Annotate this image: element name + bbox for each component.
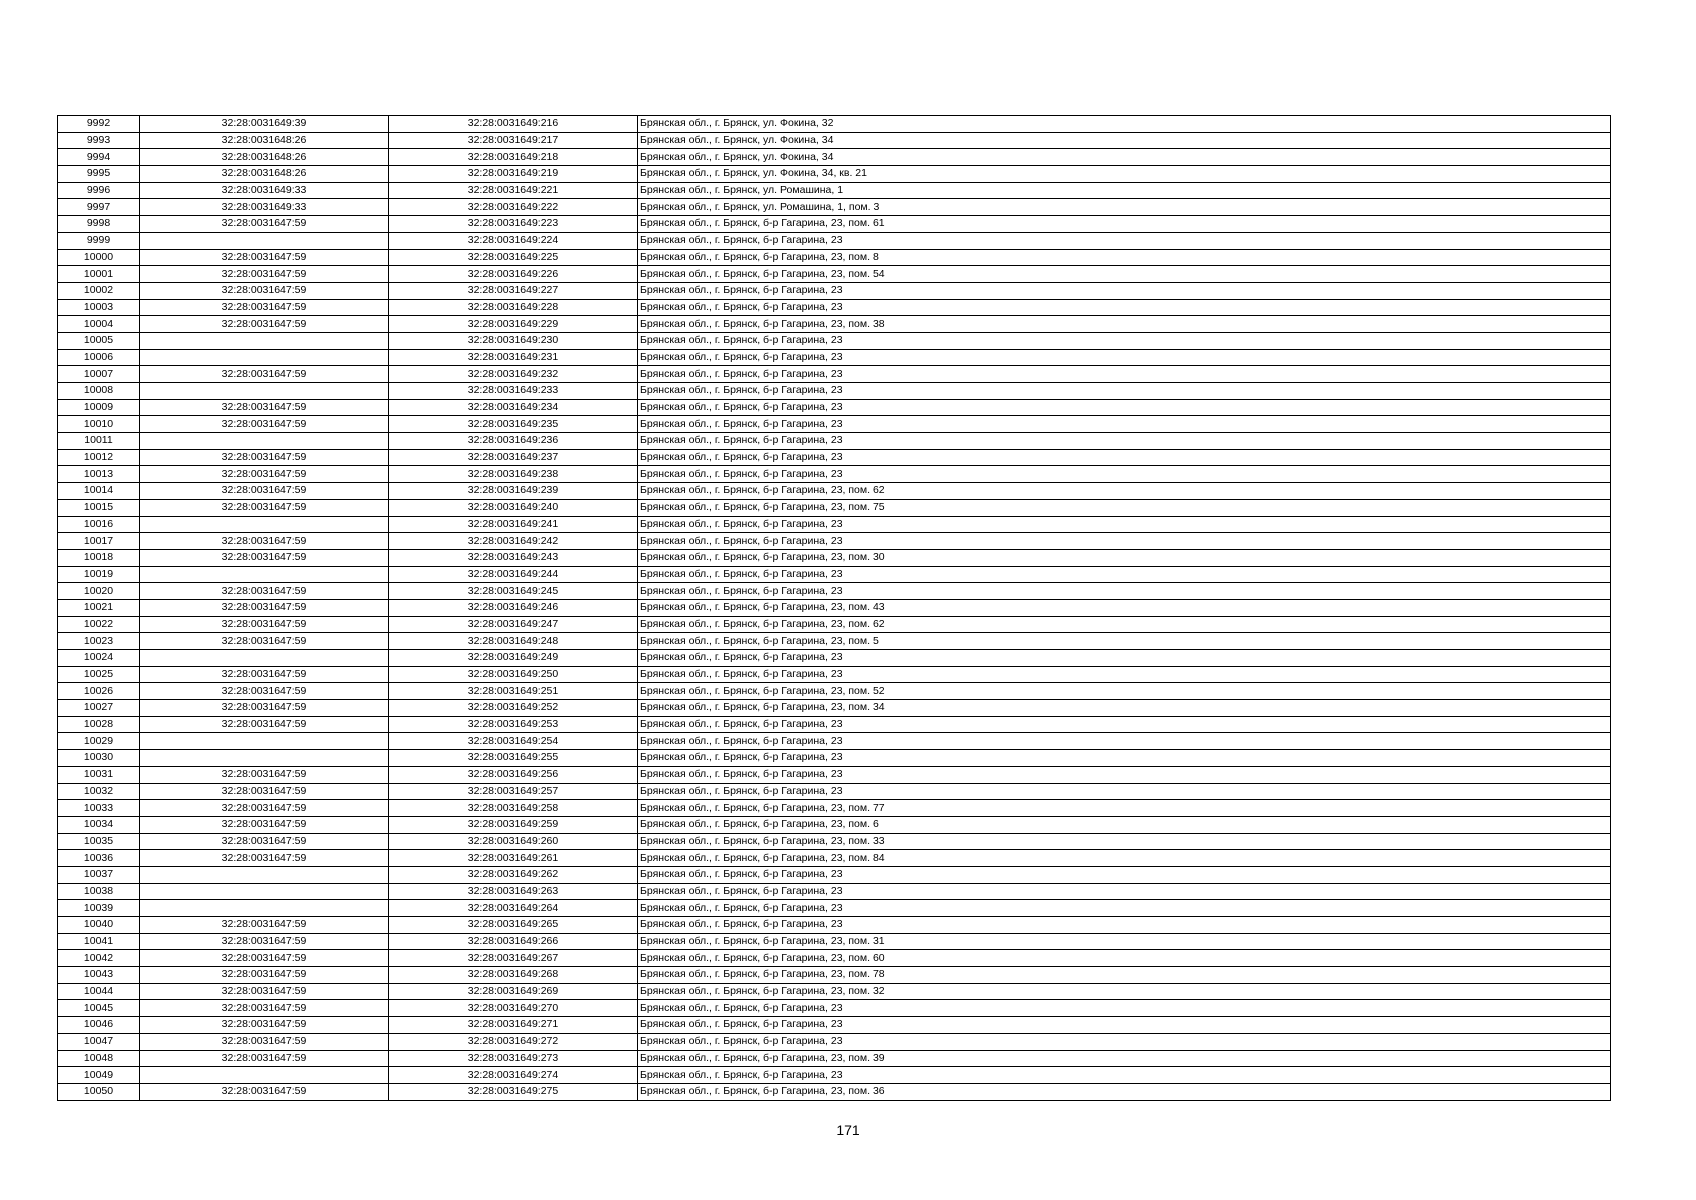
cadastral-number-cell: 32:28:0031649:236	[389, 433, 638, 450]
parent-cadastral-cell	[140, 866, 389, 883]
address-cell: Брянская обл., г. Брянск, б-р Гагарина, 23, пом. 54	[638, 266, 1611, 283]
parent-cadastral-cell: 32:28:0031647:59	[140, 583, 389, 600]
registry-table-body	[58, 116, 1611, 1101]
table-row	[58, 967, 1611, 984]
parent-cadastral-cell: 32:28:0031647:59	[140, 666, 389, 683]
address-cell: Брянская обл., г. Брянск, б-р Гагарина, 23	[638, 383, 1611, 400]
cadastral-number-cell: 32:28:0031649:242	[389, 533, 638, 550]
cadastral-number-cell: 32:28:0031649:226	[389, 266, 638, 283]
parent-cadastral-cell: 32:28:0031647:59	[140, 816, 389, 833]
address-cell: Брянская обл., г. Брянск, ул. Ромашина, 1	[638, 182, 1611, 199]
parent-cadastral-cell: 32:28:0031649:33	[140, 182, 389, 199]
row-number-cell: 9999	[58, 232, 140, 249]
table-row	[58, 900, 1611, 917]
cadastral-number-cell: 32:28:0031649:231	[389, 349, 638, 366]
parent-cadastral-cell: 32:28:0031647:59	[140, 533, 389, 550]
row-number-cell: 10004	[58, 316, 140, 333]
table-row	[58, 850, 1611, 867]
table-row	[58, 616, 1611, 633]
parent-cadastral-cell	[140, 733, 389, 750]
cadastral-number-cell: 32:28:0031649:225	[389, 249, 638, 266]
row-number-cell: 10023	[58, 633, 140, 650]
address-cell: Брянская обл., г. Брянск, б-р Гагарина, 23, пом. 33	[638, 833, 1611, 850]
parent-cadastral-cell: 32:28:0031647:59	[140, 316, 389, 333]
address-cell: Брянская обл., г. Брянск, б-р Гагарина, 23	[638, 583, 1611, 600]
row-number-cell: 10037	[58, 866, 140, 883]
table-row	[58, 750, 1611, 767]
parent-cadastral-cell	[140, 566, 389, 583]
table-row	[58, 816, 1611, 833]
cadastral-number-cell: 32:28:0031649:219	[389, 166, 638, 183]
parent-cadastral-cell: 32:28:0031648:26	[140, 149, 389, 166]
cadastral-number-cell: 32:28:0031649:251	[389, 683, 638, 700]
cadastral-number-cell: 32:28:0031649:272	[389, 1033, 638, 1050]
cadastral-number-cell: 32:28:0031649:270	[389, 1000, 638, 1017]
parent-cadastral-cell	[140, 750, 389, 767]
table-row	[58, 132, 1611, 149]
parent-cadastral-cell: 32:28:0031647:59	[140, 1017, 389, 1034]
address-cell: Брянская обл., г. Брянск, б-р Гагарина, 23, пом. 78	[638, 967, 1611, 984]
address-cell: Брянская обл., г. Брянск, б-р Гагарина, 23	[638, 783, 1611, 800]
address-cell: Брянская обл., г. Брянск, б-р Гагарина, 23	[638, 232, 1611, 249]
cadastral-number-cell: 32:28:0031649:264	[389, 900, 638, 917]
cadastral-number-cell: 32:28:0031649:216	[389, 116, 638, 133]
cadastral-number-cell: 32:28:0031649:240	[389, 499, 638, 516]
table-row	[58, 549, 1611, 566]
parent-cadastral-cell: 32:28:0031647:59	[140, 499, 389, 516]
parent-cadastral-cell: 32:28:0031647:59	[140, 483, 389, 500]
parent-cadastral-cell: 32:28:0031647:59	[140, 366, 389, 383]
parent-cadastral-cell	[140, 332, 389, 349]
cadastral-number-cell: 32:28:0031649:257	[389, 783, 638, 800]
row-number-cell: 10032	[58, 783, 140, 800]
address-cell: Брянская обл., г. Брянск, б-р Гагарина, 23, пом. 30	[638, 549, 1611, 566]
table-row	[58, 1033, 1611, 1050]
address-cell: Брянская обл., г. Брянск, б-р Гагарина, 23	[638, 433, 1611, 450]
address-cell: Брянская обл., г. Брянск, б-р Гагарина, 23, пом. 32	[638, 983, 1611, 1000]
cadastral-number-cell: 32:28:0031649:223	[389, 216, 638, 233]
table-row	[58, 383, 1611, 400]
address-cell: Брянская обл., г. Брянск, б-р Гагарина, 23, пом. 62	[638, 616, 1611, 633]
table-row	[58, 483, 1611, 500]
row-number-cell: 10008	[58, 383, 140, 400]
table-row	[58, 499, 1611, 516]
cadastral-number-cell: 32:28:0031649:234	[389, 399, 638, 416]
address-cell: Брянская обл., г. Брянск, б-р Гагарина, 23	[638, 416, 1611, 433]
cadastral-number-cell: 32:28:0031649:269	[389, 983, 638, 1000]
address-cell: Брянская обл., г. Брянск, б-р Гагарина, 23, пом. 39	[638, 1050, 1611, 1067]
table-row	[58, 516, 1611, 533]
table-row	[58, 833, 1611, 850]
parent-cadastral-cell: 32:28:0031647:59	[140, 833, 389, 850]
table-row	[58, 733, 1611, 750]
row-number-cell: 9998	[58, 216, 140, 233]
table-row	[58, 216, 1611, 233]
row-number-cell: 10007	[58, 366, 140, 383]
table-row	[58, 983, 1611, 1000]
row-number-cell: 10000	[58, 249, 140, 266]
address-cell: Брянская обл., г. Брянск, б-р Гагарина, 23	[638, 650, 1611, 667]
parent-cadastral-cell: 32:28:0031649:33	[140, 199, 389, 216]
row-number-cell: 10049	[58, 1067, 140, 1084]
row-number-cell: 10015	[58, 499, 140, 516]
row-number-cell: 9993	[58, 132, 140, 149]
cadastral-number-cell: 32:28:0031649:232	[389, 366, 638, 383]
row-number-cell: 9992	[58, 116, 140, 133]
parent-cadastral-cell: 32:28:0031647:59	[140, 766, 389, 783]
parent-cadastral-cell: 32:28:0031647:59	[140, 1050, 389, 1067]
row-number-cell: 10036	[58, 850, 140, 867]
row-number-cell: 10005	[58, 332, 140, 349]
row-number-cell: 10012	[58, 449, 140, 466]
table-row	[58, 466, 1611, 483]
cadastral-number-cell: 32:28:0031649:238	[389, 466, 638, 483]
cadastral-number-cell: 32:28:0031649:274	[389, 1067, 638, 1084]
table-row	[58, 883, 1611, 900]
row-number-cell: 10026	[58, 683, 140, 700]
row-number-cell: 10035	[58, 833, 140, 850]
table-row	[58, 1050, 1611, 1067]
cadastral-number-cell: 32:28:0031649:263	[389, 883, 638, 900]
parent-cadastral-cell: 32:28:0031649:39	[140, 116, 389, 133]
row-number-cell: 10034	[58, 816, 140, 833]
row-number-cell: 10045	[58, 1000, 140, 1017]
cadastral-number-cell: 32:28:0031649:256	[389, 766, 638, 783]
address-cell: Брянская обл., г. Брянск, б-р Гагарина, 23	[638, 566, 1611, 583]
table-row	[58, 700, 1611, 717]
row-number-cell: 10042	[58, 950, 140, 967]
parent-cadastral-cell: 32:28:0031647:59	[140, 683, 389, 700]
table-row	[58, 316, 1611, 333]
parent-cadastral-cell	[140, 433, 389, 450]
parent-cadastral-cell: 32:28:0031647:59	[140, 950, 389, 967]
parent-cadastral-cell: 32:28:0031647:59	[140, 1033, 389, 1050]
parent-cadastral-cell: 32:28:0031648:26	[140, 166, 389, 183]
address-cell: Брянская обл., г. Брянск, б-р Гагарина, 23, пом. 38	[638, 316, 1611, 333]
row-number-cell: 10044	[58, 983, 140, 1000]
row-number-cell: 10021	[58, 599, 140, 616]
address-cell: Брянская обл., г. Брянск, б-р Гагарина, 23	[638, 883, 1611, 900]
row-number-cell: 10014	[58, 483, 140, 500]
row-number-cell: 10048	[58, 1050, 140, 1067]
cadastral-number-cell: 32:28:0031649:239	[389, 483, 638, 500]
parent-cadastral-cell: 32:28:0031647:59	[140, 917, 389, 934]
parent-cadastral-cell	[140, 650, 389, 667]
cadastral-number-cell: 32:28:0031649:253	[389, 716, 638, 733]
parent-cadastral-cell: 32:28:0031647:59	[140, 266, 389, 283]
table-row	[58, 166, 1611, 183]
parent-cadastral-cell: 32:28:0031647:59	[140, 633, 389, 650]
cadastral-number-cell: 32:28:0031649:260	[389, 833, 638, 850]
address-cell: Брянская обл., г. Брянск, б-р Гагарина, 23	[638, 1067, 1611, 1084]
parent-cadastral-cell: 32:28:0031647:59	[140, 800, 389, 817]
table-row	[58, 249, 1611, 266]
address-cell: Брянская обл., г. Брянск, б-р Гагарина, 23	[638, 900, 1611, 917]
address-cell: Брянская обл., г. Брянск, б-р Гагарина, 23, пом. 36	[638, 1083, 1611, 1100]
cadastral-number-cell: 32:28:0031649:217	[389, 132, 638, 149]
cadastral-number-cell: 32:28:0031649:224	[389, 232, 638, 249]
table-row	[58, 917, 1611, 934]
cadastral-number-cell: 32:28:0031649:261	[389, 850, 638, 867]
cadastral-number-cell: 32:28:0031649:255	[389, 750, 638, 767]
address-cell: Брянская обл., г. Брянск, б-р Гагарина, 23, пом. 52	[638, 683, 1611, 700]
parent-cadastral-cell: 32:28:0031647:59	[140, 783, 389, 800]
table-row	[58, 232, 1611, 249]
parent-cadastral-cell: 32:28:0031647:59	[140, 466, 389, 483]
cadastral-number-cell: 32:28:0031649:221	[389, 182, 638, 199]
address-cell: Брянская обл., г. Брянск, б-р Гагарина, 23	[638, 349, 1611, 366]
table-row	[58, 1083, 1611, 1100]
table-row	[58, 199, 1611, 216]
parent-cadastral-cell: 32:28:0031647:59	[140, 1083, 389, 1100]
parent-cadastral-cell: 32:28:0031647:59	[140, 282, 389, 299]
table-row	[58, 349, 1611, 366]
table-row	[58, 933, 1611, 950]
table-row	[58, 416, 1611, 433]
parent-cadastral-cell: 32:28:0031647:59	[140, 700, 389, 717]
registry-table	[57, 115, 1611, 1101]
address-cell: Брянская обл., г. Брянск, б-р Гагарина, 23, пом. 77	[638, 800, 1611, 817]
row-number-cell: 10025	[58, 666, 140, 683]
table-row	[58, 650, 1611, 667]
address-cell: Брянская обл., г. Брянск, б-р Гагарина, 23, пом. 5	[638, 633, 1611, 650]
cadastral-number-cell: 32:28:0031649:235	[389, 416, 638, 433]
table-row	[58, 116, 1611, 133]
address-cell: Брянская обл., г. Брянск, б-р Гагарина, 23, пом. 62	[638, 483, 1611, 500]
parent-cadastral-cell: 32:28:0031647:59	[140, 549, 389, 566]
table-row	[58, 399, 1611, 416]
table-row	[58, 683, 1611, 700]
address-cell: Брянская обл., г. Брянск, ул. Фокина, 34	[638, 149, 1611, 166]
cadastral-number-cell: 32:28:0031649:233	[389, 383, 638, 400]
table-row	[58, 149, 1611, 166]
table-row	[58, 716, 1611, 733]
cadastral-number-cell: 32:28:0031649:252	[389, 700, 638, 717]
row-number-cell: 10041	[58, 933, 140, 950]
parent-cadastral-cell: 32:28:0031647:59	[140, 850, 389, 867]
table-row	[58, 332, 1611, 349]
table-row	[58, 282, 1611, 299]
table-row	[58, 433, 1611, 450]
row-number-cell: 10010	[58, 416, 140, 433]
row-number-cell: 10016	[58, 516, 140, 533]
cadastral-number-cell: 32:28:0031649:228	[389, 299, 638, 316]
address-cell: Брянская обл., г. Брянск, б-р Гагарина, 23	[638, 1017, 1611, 1034]
table-row	[58, 1067, 1611, 1084]
row-number-cell: 10003	[58, 299, 140, 316]
address-cell: Брянская обл., г. Брянск, б-р Гагарина, 23	[638, 299, 1611, 316]
cadastral-number-cell: 32:28:0031649:243	[389, 549, 638, 566]
row-number-cell: 10030	[58, 750, 140, 767]
row-number-cell: 10011	[58, 433, 140, 450]
row-number-cell: 10047	[58, 1033, 140, 1050]
address-cell: Брянская обл., г. Брянск, б-р Гагарина, 23	[638, 766, 1611, 783]
parent-cadastral-cell: 32:28:0031647:59	[140, 449, 389, 466]
cadastral-number-cell: 32:28:0031649:275	[389, 1083, 638, 1100]
table-row	[58, 1000, 1611, 1017]
table-row	[58, 533, 1611, 550]
table-row	[58, 566, 1611, 583]
parent-cadastral-cell: 32:28:0031647:59	[140, 716, 389, 733]
table-row	[58, 633, 1611, 650]
cadastral-number-cell: 32:28:0031649:259	[389, 816, 638, 833]
cadastral-number-cell: 32:28:0031649:247	[389, 616, 638, 633]
address-cell: Брянская обл., г. Брянск, б-р Гагарина, 23	[638, 533, 1611, 550]
row-number-cell: 10033	[58, 800, 140, 817]
row-number-cell: 10009	[58, 399, 140, 416]
row-number-cell: 10043	[58, 967, 140, 984]
address-cell: Брянская обл., г. Брянск, б-р Гагарина, 23	[638, 282, 1611, 299]
address-cell: Брянская обл., г. Брянск, б-р Гагарина, 23, пом. 31	[638, 933, 1611, 950]
cadastral-number-cell: 32:28:0031649:250	[389, 666, 638, 683]
parent-cadastral-cell	[140, 383, 389, 400]
parent-cadastral-cell: 32:28:0031647:59	[140, 249, 389, 266]
parent-cadastral-cell: 32:28:0031647:59	[140, 299, 389, 316]
table-row	[58, 583, 1611, 600]
row-number-cell: 10013	[58, 466, 140, 483]
table-row	[58, 266, 1611, 283]
table-row	[58, 599, 1611, 616]
cadastral-number-cell: 32:28:0031649:222	[389, 199, 638, 216]
cadastral-number-cell: 32:28:0031649:262	[389, 866, 638, 883]
row-number-cell: 9997	[58, 199, 140, 216]
row-number-cell: 10019	[58, 566, 140, 583]
row-number-cell: 10038	[58, 883, 140, 900]
cadastral-number-cell: 32:28:0031649:244	[389, 566, 638, 583]
cadastral-number-cell: 32:28:0031649:245	[389, 583, 638, 600]
cadastral-number-cell: 32:28:0031649:237	[389, 449, 638, 466]
parent-cadastral-cell	[140, 1067, 389, 1084]
row-number-cell: 10050	[58, 1083, 140, 1100]
address-cell: Брянская обл., г. Брянск, б-р Гагарина, 23, пом. 34	[638, 700, 1611, 717]
address-cell: Брянская обл., г. Брянск, ул. Фокина, 32	[638, 116, 1611, 133]
row-number-cell: 10017	[58, 533, 140, 550]
table-row	[58, 666, 1611, 683]
table-row	[58, 182, 1611, 199]
address-cell: Брянская обл., г. Брянск, б-р Гагарина, 23	[638, 449, 1611, 466]
parent-cadastral-cell: 32:28:0031647:59	[140, 983, 389, 1000]
address-cell: Брянская обл., г. Брянск, б-р Гагарина, 23	[638, 733, 1611, 750]
parent-cadastral-cell: 32:28:0031647:59	[140, 616, 389, 633]
cadastral-number-cell: 32:28:0031649:266	[389, 933, 638, 950]
table-row	[58, 299, 1611, 316]
cadastral-number-cell: 32:28:0031649:227	[389, 282, 638, 299]
row-number-cell: 10018	[58, 549, 140, 566]
cadastral-number-cell: 32:28:0031649:273	[389, 1050, 638, 1067]
table-row	[58, 766, 1611, 783]
cadastral-number-cell: 32:28:0031649:248	[389, 633, 638, 650]
parent-cadastral-cell: 32:28:0031647:59	[140, 599, 389, 616]
row-number-cell: 9994	[58, 149, 140, 166]
row-number-cell: 10027	[58, 700, 140, 717]
row-number-cell: 9995	[58, 166, 140, 183]
table-row	[58, 449, 1611, 466]
parent-cadastral-cell: 32:28:0031648:26	[140, 132, 389, 149]
row-number-cell: 10006	[58, 349, 140, 366]
address-cell: Брянская обл., г. Брянск, б-р Гагарина, 23, пом. 8	[638, 249, 1611, 266]
address-cell: Брянская обл., г. Брянск, б-р Гагарина, 23, пом. 75	[638, 499, 1611, 516]
row-number-cell: 10022	[58, 616, 140, 633]
page-number: 171	[836, 1122, 860, 1138]
row-number-cell: 10029	[58, 733, 140, 750]
table-row	[58, 866, 1611, 883]
cadastral-number-cell: 32:28:0031649:271	[389, 1017, 638, 1034]
address-cell: Брянская обл., г. Брянск, б-р Гагарина, 23	[638, 399, 1611, 416]
address-cell: Брянская обл., г. Брянск, б-р Гагарина, 23	[638, 917, 1611, 934]
address-cell: Брянская обл., г. Брянск, б-р Гагарина, 23	[638, 332, 1611, 349]
table-row	[58, 366, 1611, 383]
parent-cadastral-cell: 32:28:0031647:59	[140, 933, 389, 950]
row-number-cell: 10046	[58, 1017, 140, 1034]
address-cell: Брянская обл., г. Брянск, б-р Гагарина, 23	[638, 716, 1611, 733]
address-cell: Брянская обл., г. Брянск, б-р Гагарина, 23	[638, 466, 1611, 483]
address-cell: Брянская обл., г. Брянск, ул. Фокина, 34, кв. 21	[638, 166, 1611, 183]
address-cell: Брянская обл., г. Брянск, б-р Гагарина, 23	[638, 1033, 1611, 1050]
address-cell: Брянская обл., г. Брянск, б-р Гагарина, 23	[638, 366, 1611, 383]
cadastral-number-cell: 32:28:0031649:254	[389, 733, 638, 750]
parent-cadastral-cell	[140, 900, 389, 917]
row-number-cell: 9996	[58, 182, 140, 199]
address-cell: Брянская обл., г. Брянск, б-р Гагарина, 23, пом. 43	[638, 599, 1611, 616]
address-cell: Брянская обл., г. Брянск, б-р Гагарина, 23, пом. 61	[638, 216, 1611, 233]
address-cell: Брянская обл., г. Брянск, ул. Фокина, 34	[638, 132, 1611, 149]
parent-cadastral-cell	[140, 516, 389, 533]
parent-cadastral-cell: 32:28:0031647:59	[140, 216, 389, 233]
address-cell: Брянская обл., г. Брянск, б-р Гагарина, 23	[638, 666, 1611, 683]
table-row	[58, 783, 1611, 800]
row-number-cell: 10001	[58, 266, 140, 283]
cadastral-number-cell: 32:28:0031649:218	[389, 149, 638, 166]
address-cell: Брянская обл., г. Брянск, б-р Гагарина, 23	[638, 1000, 1611, 1017]
address-cell: Брянская обл., г. Брянск, ул. Ромашина, 1, пом. 3	[638, 199, 1611, 216]
parent-cadastral-cell: 32:28:0031647:59	[140, 399, 389, 416]
table-row	[58, 800, 1611, 817]
row-number-cell: 10024	[58, 650, 140, 667]
address-cell: Брянская обл., г. Брянск, б-р Гагарина, 23, пом. 60	[638, 950, 1611, 967]
address-cell: Брянская обл., г. Брянск, б-р Гагарина, 23, пом. 84	[638, 850, 1611, 867]
parent-cadastral-cell: 32:28:0031647:59	[140, 1000, 389, 1017]
cadastral-number-cell: 32:28:0031649:230	[389, 332, 638, 349]
table-row	[58, 1017, 1611, 1034]
row-number-cell: 10040	[58, 917, 140, 934]
row-number-cell: 10028	[58, 716, 140, 733]
cadastral-number-cell: 32:28:0031649:249	[389, 650, 638, 667]
cadastral-number-cell: 32:28:0031649:258	[389, 800, 638, 817]
cadastral-number-cell: 32:28:0031649:268	[389, 967, 638, 984]
cadastral-number-cell: 32:28:0031649:267	[389, 950, 638, 967]
row-number-cell: 10039	[58, 900, 140, 917]
parent-cadastral-cell	[140, 232, 389, 249]
row-number-cell: 10031	[58, 766, 140, 783]
address-cell: Брянская обл., г. Брянск, б-р Гагарина, 23	[638, 866, 1611, 883]
address-cell: Брянская обл., г. Брянск, б-р Гагарина, 23	[638, 516, 1611, 533]
parent-cadastral-cell: 32:28:0031647:59	[140, 416, 389, 433]
address-cell: Брянская обл., г. Брянск, б-р Гагарина, 23	[638, 750, 1611, 767]
parent-cadastral-cell: 32:28:0031647:59	[140, 967, 389, 984]
cadastral-number-cell: 32:28:0031649:265	[389, 917, 638, 934]
row-number-cell: 10020	[58, 583, 140, 600]
row-number-cell: 10002	[58, 282, 140, 299]
cadastral-number-cell: 32:28:0031649:246	[389, 599, 638, 616]
cadastral-number-cell: 32:28:0031649:229	[389, 316, 638, 333]
parent-cadastral-cell	[140, 883, 389, 900]
parent-cadastral-cell	[140, 349, 389, 366]
address-cell: Брянская обл., г. Брянск, б-р Гагарина, 23, пом. 6	[638, 816, 1611, 833]
table-row	[58, 950, 1611, 967]
cadastral-number-cell: 32:28:0031649:241	[389, 516, 638, 533]
